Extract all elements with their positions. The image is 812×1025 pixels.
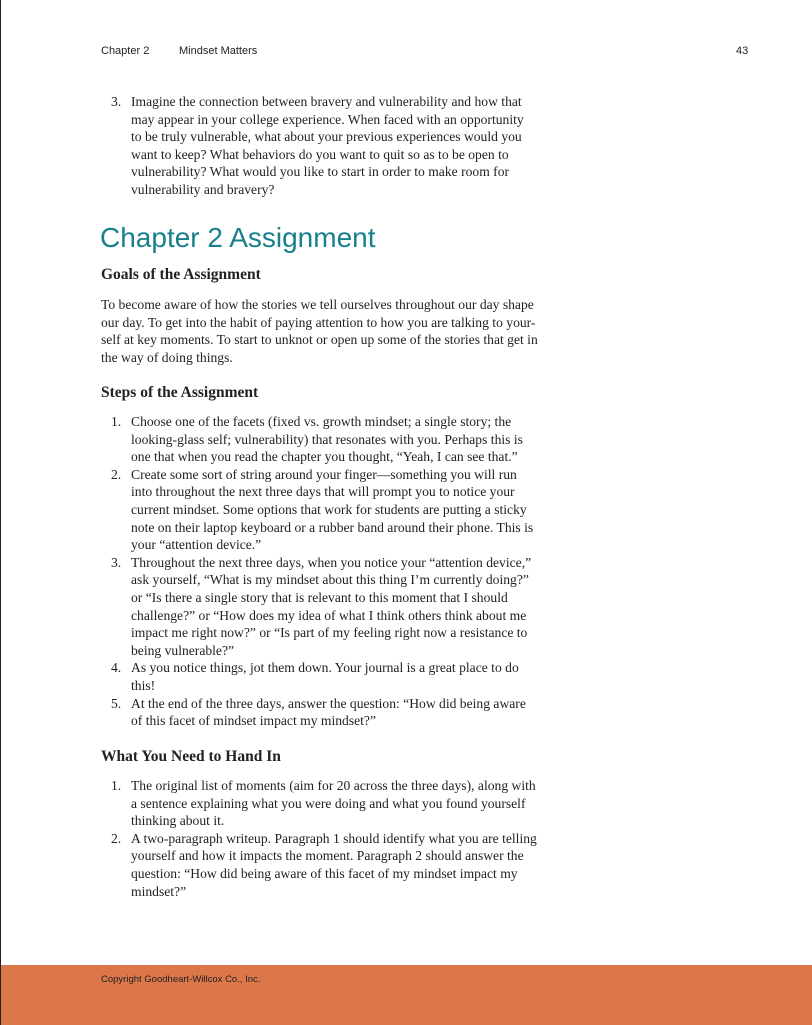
text-line: At the end of the three days, answer the question: “How did being aware <box>131 695 526 711</box>
list-item <box>101 413 533 466</box>
text-line: note on their laptop keyboard or a rubber band around their phone. This is <box>131 519 534 535</box>
text-line: thinking about it. <box>131 813 225 829</box>
text-line: ask yourself, “What is my mindset about this thing I’m currently doing?” <box>131 572 529 588</box>
text-line: challenge?” or “How does my idea of what I think others think about me <box>131 607 527 623</box>
text-line: The original list of moments (aim for 20 across the three days), along with <box>131 778 536 793</box>
text-line: our day. To get into the habit of paying attention to how you are talking to your- <box>101 314 536 330</box>
header-chapter: Chapter 2 <box>101 45 150 57</box>
text-line: As you notice things, jot them down. Your journal is a great place to do <box>131 660 519 676</box>
text-line: vulnerability? What would you like to start in order to make room for <box>131 164 510 180</box>
text-line: this! <box>131 677 156 693</box>
text-line: impact me right now?” or “Is part of my feeling right now a resistance to <box>131 625 528 641</box>
list-item <box>101 554 533 660</box>
footer-band <box>1 965 812 1025</box>
handin-list <box>101 777 537 900</box>
list-number: 2. <box>111 466 122 482</box>
steps-list <box>101 413 533 730</box>
list-number: 4. <box>111 660 122 676</box>
section-title: Chapter 2 Assignment <box>100 222 376 253</box>
text-line: want to keep? What behaviors do you want to quit so as to be open to <box>131 146 509 162</box>
list-item <box>101 659 533 694</box>
text-line: Create some sort of string around your finger—something you will run <box>131 466 517 482</box>
text-line: A two-paragraph writeup. Paragraph 1 should identify what you are telling <box>131 830 537 846</box>
goals-heading: Goals of the Assignment <box>101 266 261 283</box>
list-item <box>101 830 537 900</box>
goals-paragraph <box>101 296 538 366</box>
text-line: one that when you read the chapter you thought, “Yeah, I can see that.” <box>131 449 518 465</box>
text-line: may appear in your college experience. When faced with an opportunity <box>131 111 524 127</box>
text-line: into throughout the next three days that will prompt you to notice your <box>131 484 515 500</box>
text-line: a sentence explaining what you were doing and what you found yourself <box>131 795 526 811</box>
text-line: of this facet of mindset impact my mindset?” <box>131 713 376 729</box>
text-line: the way of doing things. <box>101 349 233 365</box>
text-line: Throughout the next three days, when you notice your “attention device,” <box>131 554 532 570</box>
text-line: Choose one of the facets (fixed vs. growth mindset; a single story; the <box>131 414 512 429</box>
text-line: yourself and how it impacts the moment. Paragraph 2 should answer the <box>131 848 524 864</box>
text-line: Imagine the connection between bravery and vulnerability and how that <box>131 94 522 109</box>
list-number: 2. <box>111 830 122 846</box>
list-item <box>101 466 533 554</box>
text-line: being vulnerable?” <box>131 642 235 658</box>
text-line: current mindset. Some options that work for students are putting a sticky <box>131 501 527 517</box>
header-title: Mindset Matters <box>179 45 258 57</box>
list-number: 1. <box>111 414 122 429</box>
list-item <box>101 777 537 830</box>
page-number: 43 <box>736 45 749 57</box>
list-number: 3. <box>111 94 122 109</box>
steps-heading: Steps of the Assignment <box>101 384 259 401</box>
handin-heading: What You Need to Hand In <box>101 748 281 765</box>
text-line: self at key moments. To start to unknot or open up some of the stories that get in <box>101 332 538 348</box>
copyright-text: Copyright Goodheart-Willcox Co., Inc. <box>101 974 261 985</box>
list-number: 5. <box>111 695 122 711</box>
text-line: your “attention device.” <box>131 537 262 553</box>
list-number: 3. <box>111 554 122 570</box>
text-line: To become aware of how the stories we tell ourselves throughout our day shape <box>101 297 534 312</box>
list-item <box>101 93 524 199</box>
text-line: question: “How did being aware of this facet of my mindset impact my <box>131 865 518 881</box>
text-line: vulnerability and bravery? <box>131 181 275 197</box>
text-line: mindset?” <box>131 883 187 899</box>
text-line: looking-glass self; vulnerability) that resonates with you. Perhaps this is <box>131 431 523 447</box>
list-number: 1. <box>111 778 122 793</box>
intro-list <box>101 93 524 199</box>
text-line: to be truly vulnerable, what about your previous experiences would you <box>131 129 522 145</box>
text-line: or “Is there a single story that is relevant to this moment that I should <box>131 589 508 605</box>
list-item <box>101 695 533 730</box>
